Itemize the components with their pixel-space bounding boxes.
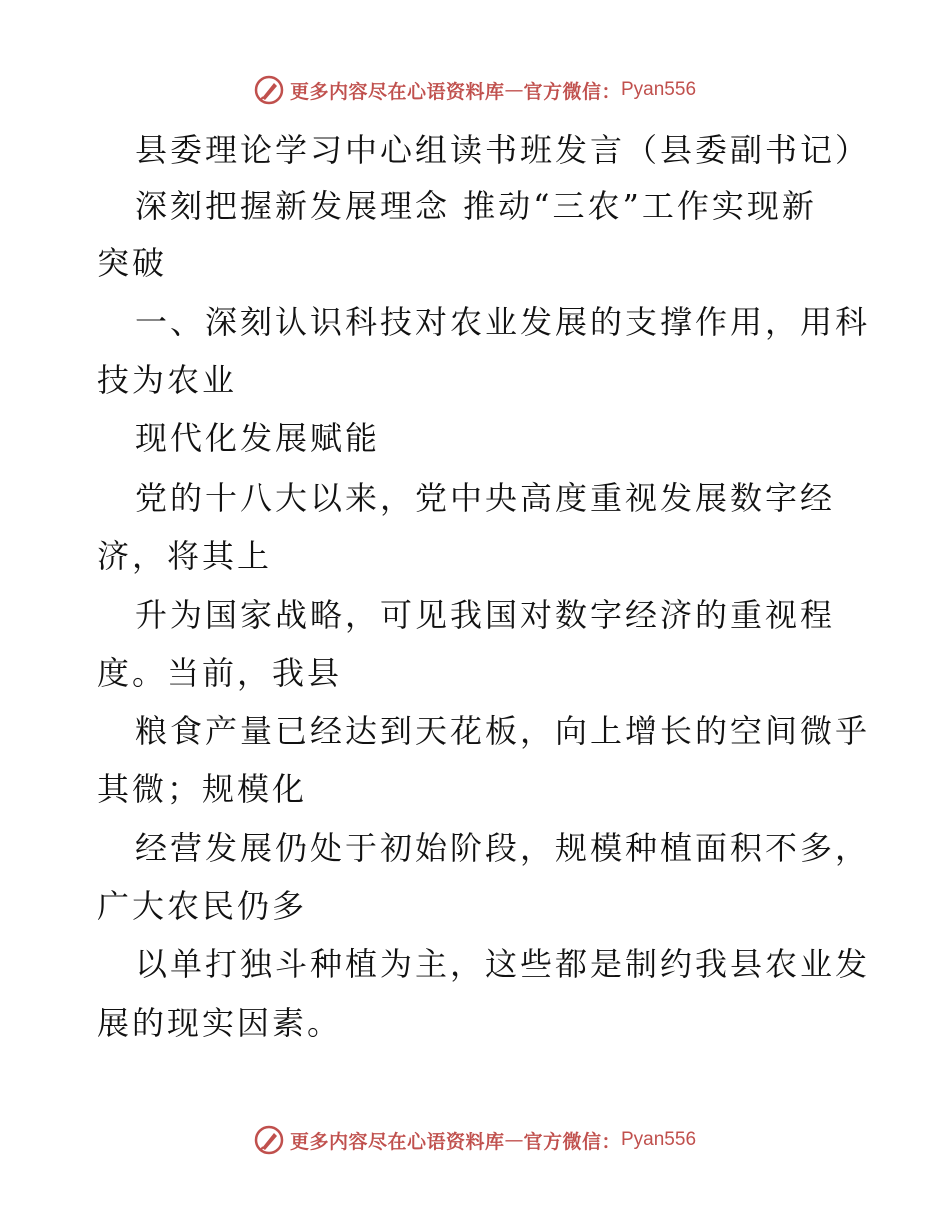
footer-banner	[0, 1120, 950, 1160]
banner-wechat-label: 官方微信：	[523, 80, 621, 103]
document-subtitle: 深刻把握新发展理念 推动“三农”工作实现新	[135, 187, 817, 225]
paragraph-line: 以单打独斗种植为主，这些都是制约我县农业发	[135, 945, 871, 983]
header-banner	[0, 70, 950, 110]
document-subtitle-cont: 突破	[97, 244, 168, 282]
paragraph-line: 其微；规模化	[97, 770, 308, 808]
section-heading: 一、深刻认识科技对农业发展的支撑作用，用科	[135, 303, 871, 341]
paragraph-line: 展的现实因素。	[97, 1004, 343, 1042]
banner-separator: —	[504, 1129, 524, 1151]
banner-text: 更多内容尽在心语资料库	[289, 1130, 505, 1153]
banner-wechat-id: Pyan556	[621, 79, 697, 100]
section-heading-cont: 技为农业	[97, 361, 238, 399]
paragraph-line: 经营发展仍处于初始阶段，规模种植面积不多，	[135, 829, 871, 867]
banner-wechat-label: 官方微信：	[523, 1130, 621, 1153]
paragraph-line: 粮食产量已经达到天花板，向上增长的空间微乎	[135, 712, 871, 750]
section-heading-cont2: 现代化发展赋能	[135, 419, 381, 457]
document-title: 县委理论学习中心组读书班发言（县委副书记）	[135, 131, 871, 169]
banner-separator: —	[504, 79, 524, 101]
paragraph-line: 广大农民仍多	[97, 887, 308, 925]
quill-logo-icon	[254, 75, 284, 105]
banner-text: 更多内容尽在心语资料库	[289, 80, 505, 103]
banner-wechat-id: Pyan556	[621, 1129, 697, 1150]
quill-logo-icon	[254, 1125, 284, 1155]
paragraph-line: 度。当前，我县	[97, 654, 343, 692]
paragraph-line: 升为国家战略，可见我国对数字经济的重视程	[135, 596, 836, 634]
paragraph-line: 济，将其上	[97, 537, 273, 575]
paragraph-line: 党的十八大以来，党中央高度重视发展数字经	[135, 479, 836, 517]
